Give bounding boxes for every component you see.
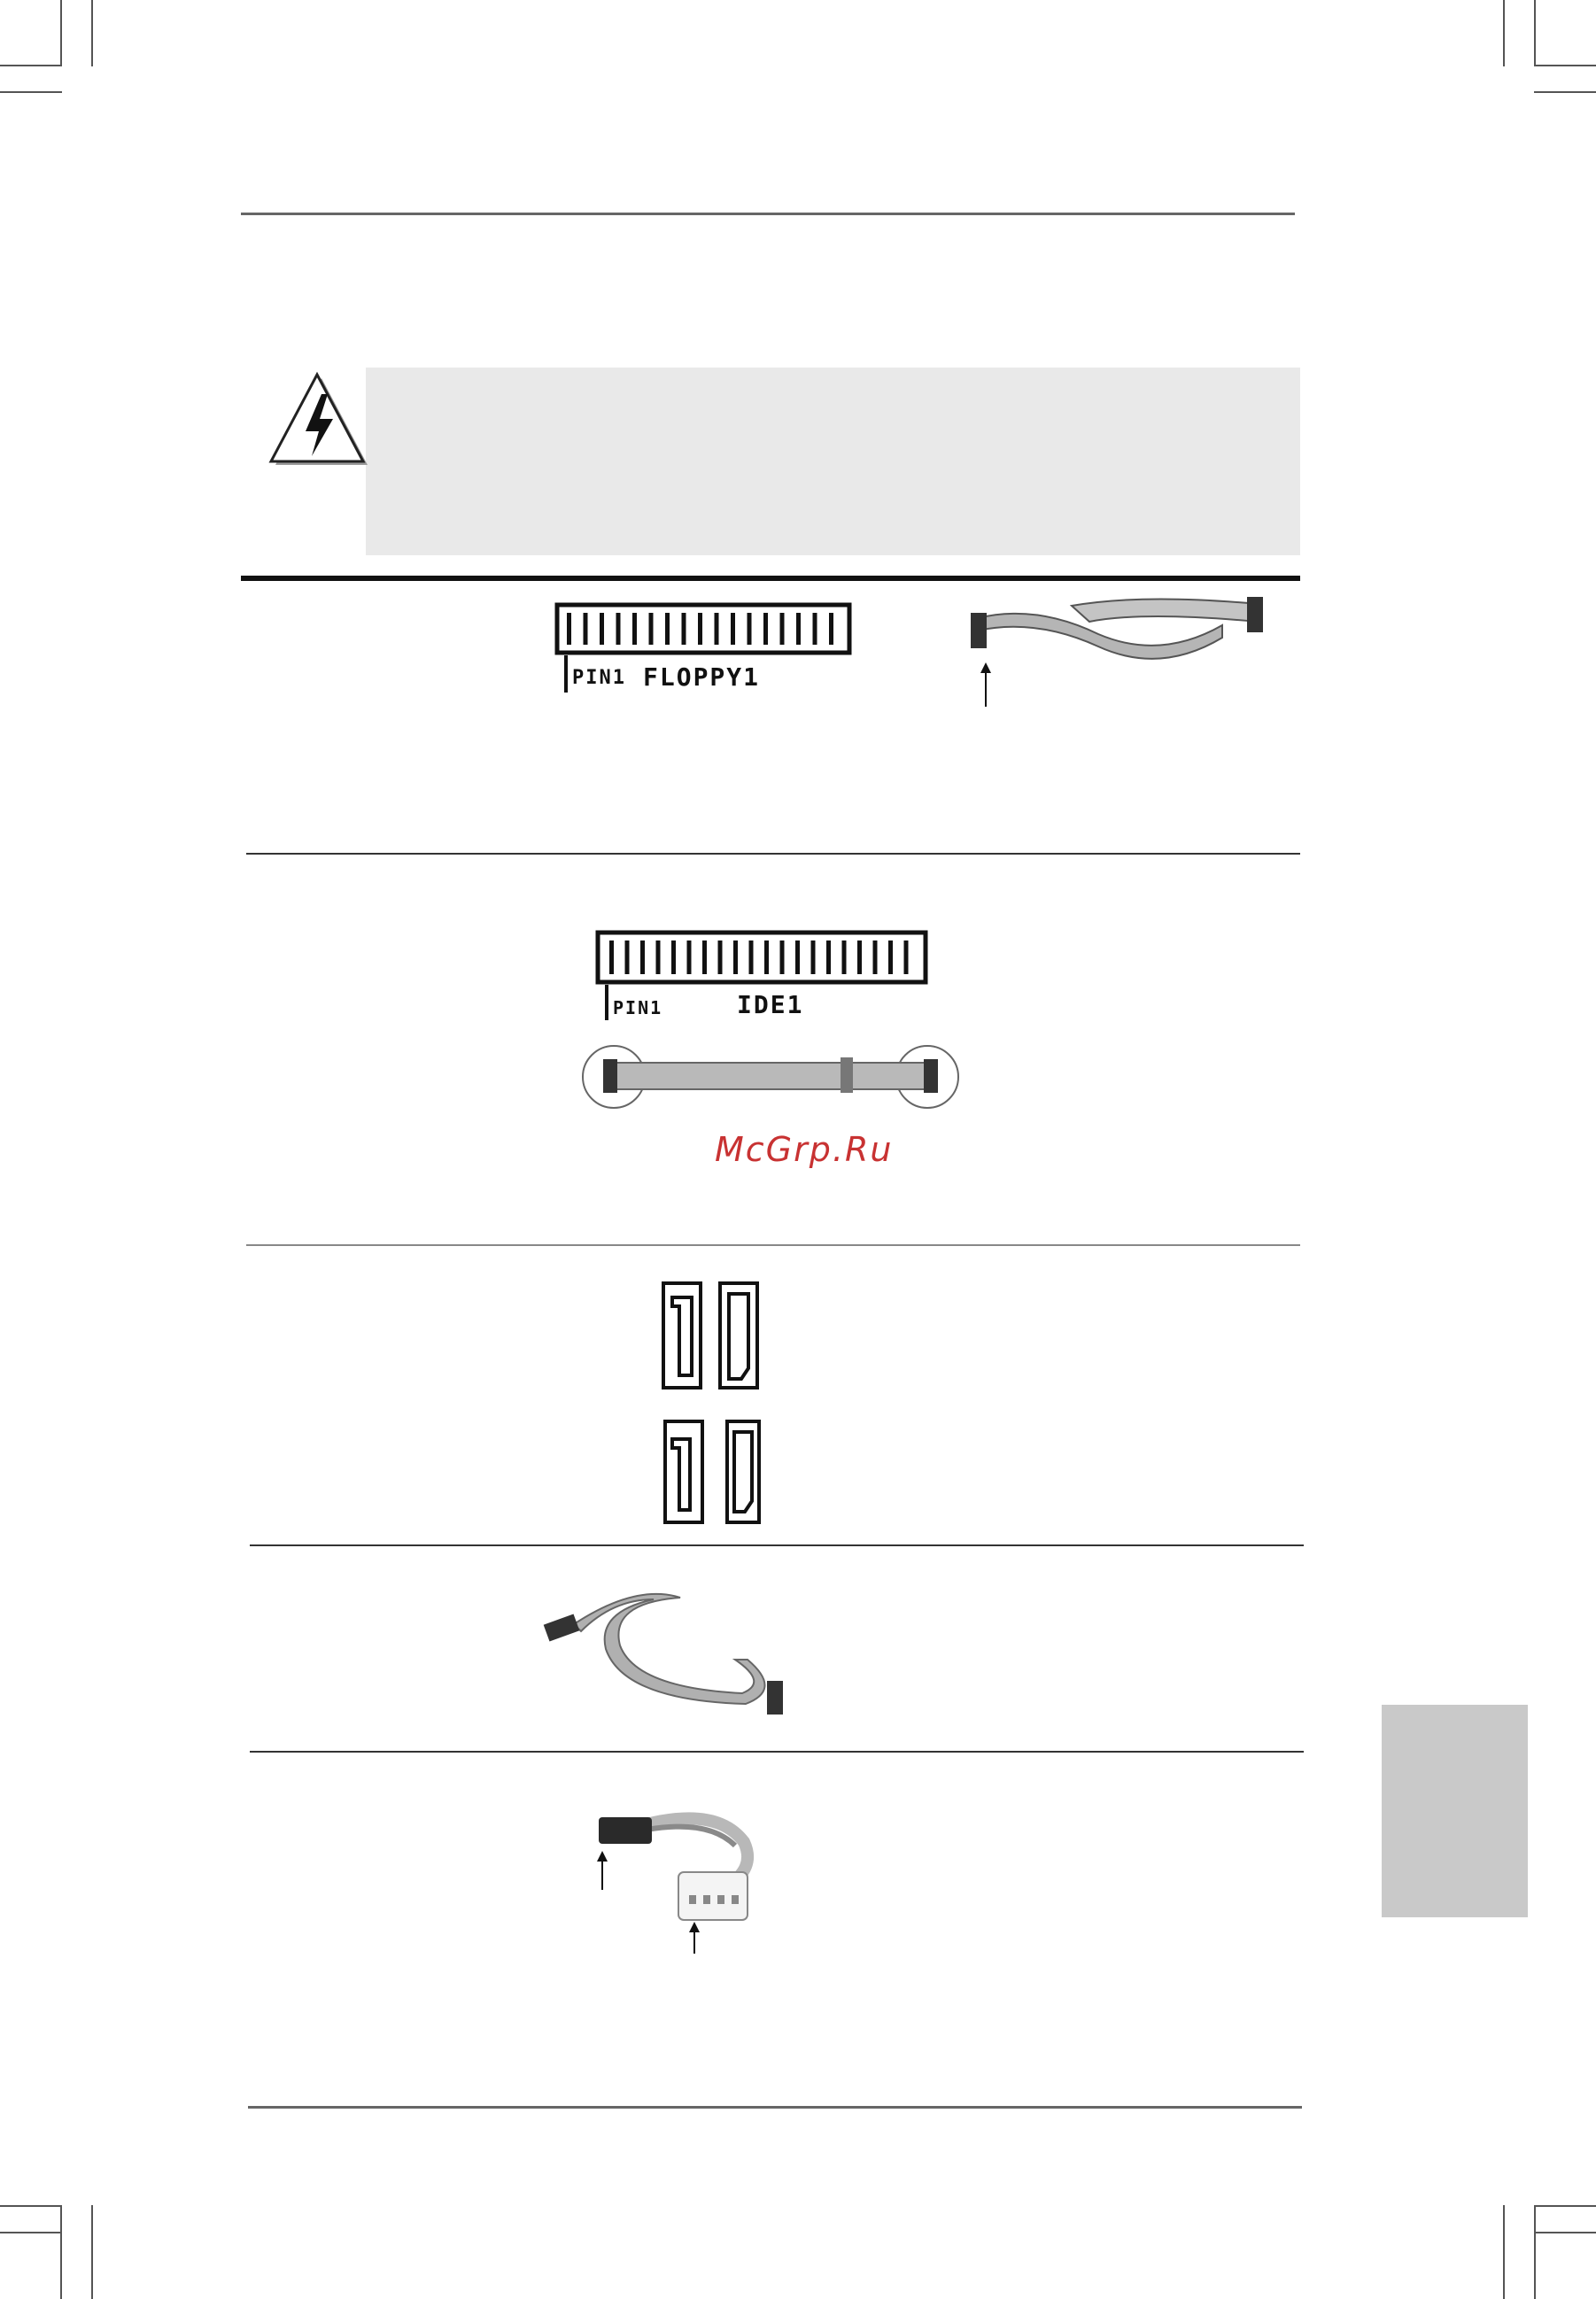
crop-mark [1534, 91, 1596, 93]
warning-box [366, 368, 1300, 555]
crop-mark [91, 0, 93, 66]
crop-mark [0, 2232, 62, 2233]
sata-power-adapter-cable-icon [593, 1798, 779, 1939]
crop-mark [0, 65, 62, 66]
floppy-ribbon-cable-icon [965, 595, 1267, 666]
section-rule [246, 853, 1300, 855]
sata-data-cable-icon [538, 1576, 815, 1718]
crop-mark [0, 91, 62, 93]
ide-ribbon-cable-icon [580, 1043, 961, 1111]
crop-mark [1534, 2205, 1536, 2299]
section-rule [250, 1544, 1304, 1546]
floppy-pin1-label: PIN1 [572, 667, 626, 689]
floppy-cable-pin-arrow-icon [978, 662, 994, 707]
floppy-pin1-marker [564, 655, 568, 693]
floppy-header-icon [554, 602, 852, 655]
crop-mark [60, 0, 62, 66]
section-rule [246, 1244, 1300, 1246]
crop-mark [0, 2205, 62, 2207]
molex-end-arrow-icon [687, 1922, 701, 1954]
watermark: McGrp.Ru [715, 1130, 894, 1169]
crop-mark [1503, 0, 1505, 66]
floppy-connector-label: FLOPPY1 [643, 662, 761, 692]
sata-power-end-arrow-icon [595, 1851, 609, 1890]
sata-connector-icon [660, 1280, 762, 1528]
section-rule [250, 1751, 1304, 1753]
section-rule [241, 576, 1300, 581]
ide-connector-label: IDE1 [737, 990, 804, 1019]
crop-mark [60, 2205, 62, 2299]
crop-mark [91, 2205, 93, 2299]
ide-pin1-label: PIN1 [613, 997, 663, 1018]
ide-pin1-marker [605, 985, 608, 1020]
footer-rule [248, 2106, 1302, 2109]
crop-mark [1534, 2205, 1596, 2207]
high-voltage-warning-icon [266, 368, 368, 469]
header-rule [241, 213, 1295, 215]
crop-mark [1534, 0, 1536, 66]
side-tab [1382, 1705, 1528, 1917]
ide-header-icon [595, 930, 928, 985]
crop-mark [1534, 2232, 1596, 2233]
crop-mark [1503, 2205, 1505, 2299]
crop-mark [1534, 65, 1596, 66]
